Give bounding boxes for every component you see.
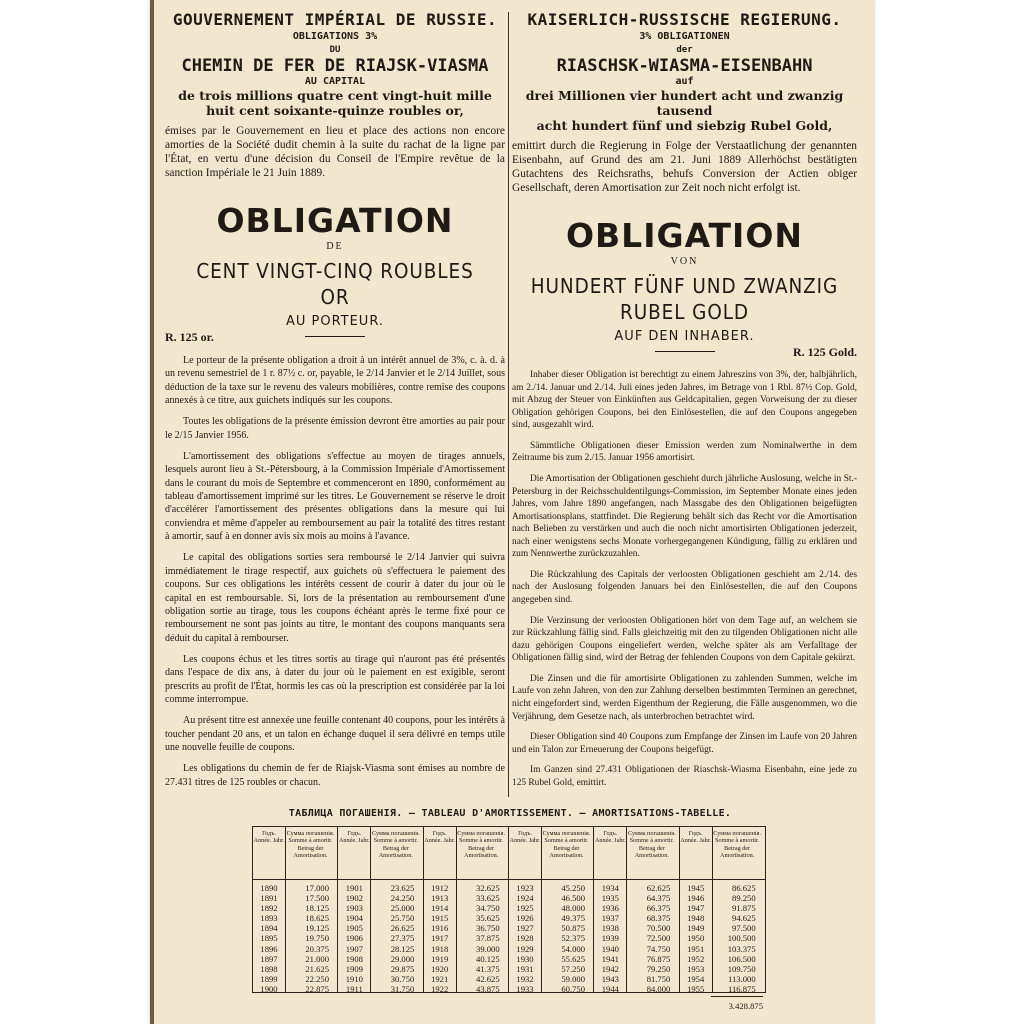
- fr-body: [165, 354, 505, 789]
- total-rule: [711, 996, 763, 997]
- year-cell: 1931: [516, 963, 534, 974]
- year-cell: 1902: [345, 893, 363, 904]
- year-cell: 1915: [431, 913, 449, 924]
- table-row: [424, 903, 508, 913]
- year-cell: 1933: [516, 983, 534, 994]
- amount-cell: 86.625: [732, 883, 756, 893]
- amount-cell: 68.375: [646, 913, 671, 924]
- amortization-group: [424, 827, 509, 992]
- amount-cell: 20.375: [305, 943, 329, 954]
- year-column-header: Годъ. Année. Jahr.: [424, 827, 457, 879]
- amount-cell: 62.625: [646, 883, 671, 893]
- amount-cell: 52.375: [561, 933, 585, 944]
- year-cell: 1913: [431, 893, 449, 904]
- fr-r125: R. 125 or.: [165, 330, 214, 344]
- table-row: [509, 933, 593, 943]
- amount-cell: 22.875: [305, 983, 329, 994]
- table-row: [338, 954, 422, 964]
- de-intro: emittirt durch die Regierung in Folge der Verstaatlichung der genannten Eisenbahn, auf Grund des am 21. Juni 1889 Allerhöchst bestätigten Gutachtens des Reichsraths, behufs Conversion der Actien obiger Gesellschaft, deren Amortisation zur Zeit noch nicht erfolgt ist.: [512, 140, 857, 194]
- year-cell: 1941: [601, 953, 619, 964]
- amount-cell: 49.375: [561, 913, 585, 924]
- year-cell: 1948: [687, 913, 705, 924]
- table-row: [253, 893, 337, 903]
- amortization-group: [680, 827, 765, 992]
- year-cell: 1911: [345, 983, 363, 994]
- de-auf: auf: [675, 76, 694, 87]
- fr-au-capital: AU CAPITAL: [304, 76, 366, 87]
- de-obligation-title: OBLIGATION: [565, 216, 804, 255]
- amount-column-header: Сумма погашенія. Somme à amortir. Betrag der Amortisation.: [371, 830, 420, 860]
- amount-cell: 31.750: [390, 983, 415, 994]
- fr-paragraph: Au présent titre est annexée une feuille contenant 40 coupons, pour les intérêts à toucher pendant 20 ans, et un talon en échange duquel il sera délivré en temps utile une nouvelle feuille de coupons.: [165, 715, 505, 753]
- fr-capital-line1: de trois millions quatre cent vingt-huit mille: [178, 88, 492, 103]
- table-row: [680, 923, 765, 933]
- year-cell: 1932: [516, 973, 534, 984]
- fr-railway-name: CHEMIN DE FER DE RIAJSK-VIASMA: [181, 56, 489, 76]
- table-row: [680, 903, 765, 913]
- table-row: [338, 944, 422, 954]
- year-cell: 1904: [345, 913, 363, 924]
- amount-cell: 25.000: [390, 903, 415, 914]
- fr-obligations-heading: OBLIGATIONS 3%: [292, 31, 378, 42]
- amortization-total: 3.428.875: [728, 1001, 763, 1011]
- year-cell: 1938: [601, 923, 619, 934]
- amount-cell: 19.750: [305, 933, 329, 944]
- year-cell: 1892: [260, 903, 278, 914]
- table-row: [594, 964, 678, 974]
- fr-du: DU: [329, 45, 341, 55]
- year-cell: 1909: [345, 963, 363, 974]
- year-cell: 1944: [601, 983, 619, 994]
- table-row: [253, 964, 337, 974]
- table-row: [338, 964, 422, 974]
- year-cell: 1905: [345, 923, 363, 934]
- table-row: [680, 954, 765, 964]
- amount-cell: 45.250: [561, 883, 585, 893]
- amount-cell: 66.375: [646, 903, 671, 914]
- de-paragraph: Dieser Obligation sind 40 Coupons zum Empfange der Zinsen im Laufe von 20 Jahren und ein Talon zur Erneuerung der Coupons beigefügt.: [512, 732, 857, 755]
- amount-cell: 64.375: [646, 893, 671, 904]
- year-cell: 1907: [345, 943, 363, 954]
- amount-cell: 106.500: [727, 953, 756, 964]
- year-cell: 1947: [687, 903, 705, 914]
- year-cell: 1919: [431, 953, 449, 964]
- table-row: [594, 984, 678, 994]
- amount-cell: 17.500: [305, 893, 329, 904]
- table-row: [338, 984, 422, 994]
- table-row: [338, 903, 422, 913]
- table-row: [424, 974, 508, 984]
- table-row: [680, 964, 765, 974]
- fr-obligation-title: OBLIGATION: [216, 201, 454, 240]
- table-row: [424, 984, 508, 994]
- amount-cell: 57.250: [561, 963, 585, 974]
- table-row: [253, 974, 337, 984]
- table-row: [594, 923, 678, 933]
- table-row: [594, 903, 678, 913]
- amount-cell: 70.500: [646, 923, 671, 934]
- amount-cell: 42.625: [476, 973, 500, 984]
- year-cell: 1894: [260, 923, 278, 934]
- table-row: [594, 974, 678, 984]
- amount-cell: 60.750: [561, 983, 585, 994]
- year-cell: 1951: [687, 943, 705, 954]
- year-cell: 1946: [687, 893, 705, 904]
- column-divider: [508, 12, 509, 797]
- amount-cell: 81.750: [646, 973, 671, 984]
- fr-paragraph: Toutes les obligations de la présente émission devront être amorties au pair pour le 2/15 Janvier 1956.: [165, 416, 505, 441]
- table-row: [594, 893, 678, 903]
- amount-cell: 109.750: [727, 963, 756, 974]
- french-column: [165, 10, 505, 797]
- fr-paragraph: Les obligations du chemin de fer de Riajsk-Viasma sont émises au nombre de 27.431 titres de 125 roubles or chacun.: [165, 763, 505, 788]
- amount-cell: 76.875: [646, 953, 671, 964]
- fr-government: GOUVERNEMENT IMPÉRIAL DE RUSSIE.: [172, 10, 498, 29]
- table-row: [424, 893, 508, 903]
- amount-cell: 103.375: [727, 943, 756, 954]
- table-row: [594, 883, 678, 893]
- year-cell: 1928: [516, 933, 534, 944]
- table-row: [424, 954, 508, 964]
- amortization-group: [509, 827, 594, 992]
- year-cell: 1950: [687, 933, 705, 944]
- de-capital-line1: drei Millionen vier hundert acht und zwanzig tausend: [525, 88, 844, 118]
- table-row: [680, 944, 765, 954]
- fr-paragraph: Le porteur de la présente obligation a droit à un intérêt annuel de 3%, c. à. d. à un revenu semestriel de 1 r. 87½ c. or, payable, le 2/14 Janvier et le 2/14 Juillet, sous déduction de la taxe sur le revenu des valeurs mobilières, contre remise des coupons annexés à ce titre, aux guichets indiqués sur les coupons.: [165, 355, 505, 407]
- table-row: [253, 984, 337, 994]
- amount-cell: 34.750: [476, 903, 500, 914]
- year-cell: 1917: [431, 933, 449, 944]
- year-cell: 1940: [601, 943, 619, 954]
- year-column-header: Годъ. Année. Jahr.: [680, 827, 713, 879]
- table-row: [594, 933, 678, 943]
- year-column-header: Годъ. Année. Jahr.: [338, 827, 371, 879]
- year-cell: 1929: [516, 943, 534, 954]
- year-cell: 1935: [601, 893, 619, 904]
- year-cell: 1908: [345, 953, 363, 964]
- amount-cell: 21.625: [305, 963, 329, 974]
- amount-column-header: Сумма погашенія. Somme à amortir. Betrag der Amortisation.: [457, 830, 505, 860]
- year-cell: 1910: [345, 973, 363, 984]
- amount-cell: 84.000: [646, 983, 671, 994]
- year-cell: 1898: [260, 963, 278, 974]
- fr-intro: émises par le Gouvernement en lieu et place des actions non encore amorties de la Société dudit chemin à la suite du rachat de la ligne par l'État, en vertu d'une décision du Conseil de l'Empire revêtue de la sanction Impériale le 21 Juin 1889.: [165, 125, 505, 179]
- amount-cell: 91.875: [732, 903, 756, 914]
- amount-cell: 35.625: [476, 913, 500, 924]
- year-cell: 1954: [687, 973, 705, 984]
- german-column: [512, 10, 857, 797]
- year-cell: 1920: [431, 963, 449, 974]
- de-der: der: [676, 45, 693, 55]
- amount-cell: 59.000: [561, 973, 585, 984]
- year-cell: 1934: [601, 883, 619, 893]
- year-cell: 1912: [431, 883, 449, 893]
- year-cell: 1903: [345, 903, 363, 914]
- amount-cell: 36.750: [476, 923, 500, 934]
- fr-amount: CENT VINGT-CINQ ROUBLES OR: [196, 259, 474, 309]
- table-row: [680, 984, 765, 994]
- amount-cell: 97.500: [732, 923, 756, 934]
- amount-cell: 21.000: [305, 953, 329, 964]
- amount-cell: 33.625: [476, 893, 500, 904]
- table-row: [509, 974, 593, 984]
- amortization-table-title: ТАБЛИЦА ПОГАШЕНІЯ. — TABLEAU D'AMORTISSEMENT. — AMORTISATIONS-TABELLE.: [288, 808, 732, 819]
- table-row: [338, 883, 422, 893]
- year-cell: 1939: [601, 933, 619, 944]
- amount-column-header: Сумма погашенія. Somme à amortir. Betrag der Amortisation.: [713, 830, 761, 860]
- year-cell: 1943: [601, 973, 619, 984]
- year-column-header: Годъ. Année. Jahr.: [594, 827, 627, 879]
- fr-capital-line2: huit cent soixante-quinze roubles or,: [206, 103, 464, 118]
- table-row: [680, 883, 765, 893]
- year-cell: 1896: [260, 943, 278, 954]
- table-row: [338, 893, 422, 903]
- year-cell: 1936: [601, 903, 619, 914]
- table-row: [680, 974, 765, 984]
- amount-cell: 89.250: [732, 893, 756, 904]
- year-column-header: Годъ. Année. Jahr.: [253, 827, 286, 879]
- table-row: [509, 984, 593, 994]
- table-row: [424, 964, 508, 974]
- table-row: [424, 933, 508, 943]
- table-row: [338, 933, 422, 943]
- amount-column-header: Сумма погашенія. Somme à amortir. Betrag der Amortisation.: [627, 830, 676, 860]
- year-cell: 1952: [687, 953, 705, 964]
- table-row: [253, 883, 337, 893]
- amount-cell: 30.750: [390, 973, 415, 984]
- table-row: [253, 913, 337, 923]
- de-body: [512, 369, 857, 789]
- year-cell: 1953: [687, 963, 705, 974]
- year-cell: 1927: [516, 923, 534, 934]
- de-paragraph: Die Verzinsung der verloosten Obligationen hört von dem Tage auf, an welchem sie zur Rückzahlung fällig sind. Falls gleichzeitig mit den zu tilgenden Obligationen nicht alle dazu gehörigen Coupons eingeliefert werden, welche später als am Verfalltage der Obligationen fällig sind, wird der Betrag der fehlenden Coupons von dem Capitale gekürzt.: [512, 615, 857, 664]
- amount-cell: 29.000: [390, 953, 415, 964]
- table-row: [338, 974, 422, 984]
- amount-cell: 37.875: [476, 933, 500, 944]
- year-column-header: Годъ. Année. Jahr.: [509, 827, 542, 879]
- amortization-group: [594, 827, 679, 992]
- fr-bearer: AU PORTEUR.: [285, 314, 385, 329]
- amount-cell: 46.500: [561, 893, 585, 904]
- table-row: [424, 883, 508, 893]
- table-row: [680, 913, 765, 923]
- amortization-group: [253, 827, 338, 992]
- year-cell: 1890: [260, 883, 278, 893]
- table-row: [509, 883, 593, 893]
- table-row: [509, 954, 593, 964]
- table-row: [253, 903, 337, 913]
- table-row: [338, 923, 422, 933]
- year-cell: 1899: [260, 973, 278, 984]
- year-cell: 1901: [345, 883, 363, 893]
- de-rule: [655, 351, 715, 352]
- fr-paragraph: L'amortissement des obligations s'effectue au moyen de tirages annuels, lesquels auront lieu à St.-Pétersbourg, à la Commission Impériale d'Amortissement dans le courant du mois de Septembre et commenceront en 1890, conformément au tableau d'amortissement imprimé sur les titres. Le Gouvernement se réserve le droit d'accélérer l'amortissement des présentes obligations dans la mesure qui lui conviendra et même d'appeler au remboursement au pair la totalité des titres restant à amortir, sauf à en donner avis six mois au moins à l'avance.: [165, 451, 505, 543]
- table-row: [424, 923, 508, 933]
- de-capital-line2: acht hundert fünf und siebzig Rubel Gold,: [536, 118, 833, 133]
- amount-cell: 18.625: [305, 913, 329, 924]
- de-paragraph: Sämmtliche Obligationen dieser Emission werden zum Nominalwerthe in dem Zeitraume bis zum 2./15. Januar 1956 amortisirt.: [512, 440, 857, 464]
- amount-cell: 27.375: [390, 933, 415, 944]
- year-cell: 1916: [431, 923, 449, 934]
- amount-cell: 23.625: [390, 883, 415, 893]
- amortization-group: [338, 827, 423, 992]
- year-cell: 1955: [687, 983, 705, 994]
- table-row: [594, 913, 678, 923]
- table-row: [253, 923, 337, 933]
- table-row: [509, 964, 593, 974]
- de-bearer: AUF DEN INHABER.: [614, 329, 755, 344]
- sheet-edge: [150, 0, 154, 1024]
- table-row: [509, 923, 593, 933]
- amount-cell: 25.750: [390, 913, 415, 924]
- year-cell: 1937: [601, 913, 619, 924]
- de-railway-name: RIASCHSK-WIASMA-EISENBAHN: [556, 56, 813, 76]
- year-cell: 1949: [687, 923, 705, 934]
- amount-cell: 17.000: [305, 883, 329, 893]
- year-cell: 1895: [260, 933, 278, 944]
- de-amount: HUNDERT FÜNF UND ZWANZIG RUBEL GOLD: [530, 274, 839, 324]
- amount-cell: 113.000: [728, 973, 756, 984]
- table-row: [680, 933, 765, 943]
- table-row: [338, 913, 422, 923]
- table-row: [424, 944, 508, 954]
- year-cell: 1906: [345, 933, 363, 944]
- year-cell: 1891: [260, 893, 278, 904]
- fr-de: DE: [326, 241, 344, 252]
- year-cell: 1900: [260, 983, 278, 994]
- table-row: [253, 933, 337, 943]
- amount-cell: 18.125: [305, 903, 329, 914]
- amount-cell: 41.375: [476, 963, 500, 974]
- year-cell: 1921: [431, 973, 449, 984]
- amount-cell: 24.250: [390, 893, 415, 904]
- year-cell: 1926: [516, 913, 534, 924]
- amount-cell: 48.000: [561, 903, 585, 914]
- year-cell: 1924: [516, 893, 534, 904]
- amount-cell: 39.000: [476, 943, 500, 954]
- de-r125: R. 125 Gold.: [792, 345, 857, 359]
- amount-cell: 74.750: [646, 943, 671, 954]
- amount-cell: 26.625: [390, 923, 415, 934]
- de-paragraph: Die Amortisation der Obligationen geschieht durch jährliche Auslosung, welche in St.-Petersburg in der Reichsschuldentilgungs-Commission, im September Monate eines jeden Jahres, vom Jahre 1890 angefangen, nach Massgabe des den Obligationen beigefügten Amortisationsplans, stattfindet. Die Regierung behält sich das Recht vor die Amortisation nach Belieben zu verstärken und auch die noch nicht amortisirten Obligationen jederzeit, nach einer wenigstens sechs Monate vorhergegangenen Kündigung, fällig zu erklären und zum Nennwerthe zurückzuzahlen.: [512, 473, 857, 560]
- table-row: [253, 954, 337, 964]
- amount-cell: 116.875: [728, 983, 756, 994]
- de-paragraph: Die Zinsen und die für amortisirte Obligationen zu zahlenden Summen, welche im Laufe von zehn Jahren, von den zur Zahlung derselben bestimmten Terminen an gerechnet, nicht eingefordert sind, werden Eigenthum der Regierung, die Fälle ausgenommen, wo die Verjährung, dem Gesetze nach, als unterbrochen betrachtet wird.: [512, 673, 857, 722]
- year-cell: 1922: [431, 983, 449, 994]
- fr-rule: [305, 336, 365, 337]
- table-row: [509, 893, 593, 903]
- de-paragraph: Inhaber dieser Obligation ist berechtigt zu einem Jahreszins von 3%, der, halbjährlich, am 2./14. Januar und 2./14. Juli eines jeden Jahres, im Betrage von 1 Rbl. 87½ Cop. Gold, mit Abzug der Steuer von Einkünften aus Geldcapitalien, gegen Vorweisung der zu dieser Obligation gehörigen Coupons, bei den Einlösestellen, die auf den Coupons angegeben sind, ausgezahlt wird.: [512, 370, 857, 431]
- de-obligations-heading: 3% OBLIGATIONEN: [639, 31, 730, 42]
- table-row: [424, 913, 508, 923]
- amount-cell: 94.625: [732, 913, 756, 924]
- amount-cell: 28.125: [390, 943, 415, 954]
- amount-cell: 100.500: [727, 933, 756, 944]
- fr-paragraph: Le capital des obligations sorties sera remboursé le 2/14 Janvier qui suivra immédiatement le tirage respectif, aux guichets où s'effectuera le paiement des coupons. Sur ces obligations les intérêts cessent de courir à dater du jour où le capital en est remboursable. Si, lors de la présentation au remboursement d'une obligation sortie au tirage, tous les coupons échéant après le terme fixé pour ce remboursement ne sont pas joints au titre, le montant des coupons manquants sera déduit du capital à rembourser.: [165, 552, 505, 644]
- amount-cell: 55.625: [561, 953, 585, 964]
- de-von: VON: [670, 256, 699, 267]
- table-row: [594, 954, 678, 964]
- year-cell: 1893: [260, 913, 278, 924]
- year-cell: 1914: [431, 903, 449, 914]
- table-row: [509, 944, 593, 954]
- year-cell: 1942: [601, 963, 619, 974]
- year-cell: 1897: [260, 953, 278, 964]
- year-cell: 1925: [516, 903, 534, 914]
- amount-cell: 72.500: [646, 933, 671, 944]
- amount-cell: 50.875: [561, 923, 585, 934]
- amortization-table: [252, 826, 766, 993]
- amount-cell: 19.125: [305, 923, 329, 934]
- amount-cell: 29.875: [390, 963, 415, 974]
- de-government: KAISERLICH-RUSSISCHE REGIERUNG.: [527, 10, 842, 29]
- table-row: [594, 944, 678, 954]
- table-row: [509, 913, 593, 923]
- fr-paragraph: Les coupons échus et les titres sortis au tirage qui n'auront pas été présentés dans l'espace de dix ans, à dater du jour où le paiement en est exigible, seront prescrits au profit de l'État, hormis les cas où la prescription est considérée par la loi comme interrompue.: [165, 653, 505, 705]
- year-cell: 1930: [516, 953, 534, 964]
- amount-cell: 40.125: [476, 953, 500, 964]
- year-cell: 1945: [687, 883, 705, 893]
- de-paragraph: Im Ganzen sind 27.431 Obligationen der Riaschsk-Wiasma Eisenbahn, eine jede zu 125 Rubel Gold, emittirt.: [512, 765, 857, 788]
- table-row: [253, 944, 337, 954]
- year-cell: 1918: [431, 943, 449, 954]
- table-row: [680, 893, 765, 903]
- amount-cell: 22.250: [305, 973, 329, 984]
- amount-cell: 79.250: [646, 963, 671, 974]
- de-paragraph: Die Rückzahlung des Capitals der verloosten Obligationen geschieht am 2./14. des nach der Auslosung folgenden Januars bei den Einlösestellen, die auf den Coupons angegeben sind.: [512, 569, 857, 605]
- amount-column-header: Сумма погашенія. Somme à amortir. Betrag der Amortisation.: [542, 830, 591, 860]
- amount-cell: 32.625: [476, 883, 500, 893]
- amount-cell: 43.875: [476, 983, 500, 994]
- amount-cell: 54.000: [561, 943, 585, 954]
- table-row: [509, 903, 593, 913]
- amount-column-header: Сумма погашенія. Somme à amortir. Betrag der Amortisation.: [286, 830, 335, 860]
- year-cell: 1923: [516, 883, 534, 893]
